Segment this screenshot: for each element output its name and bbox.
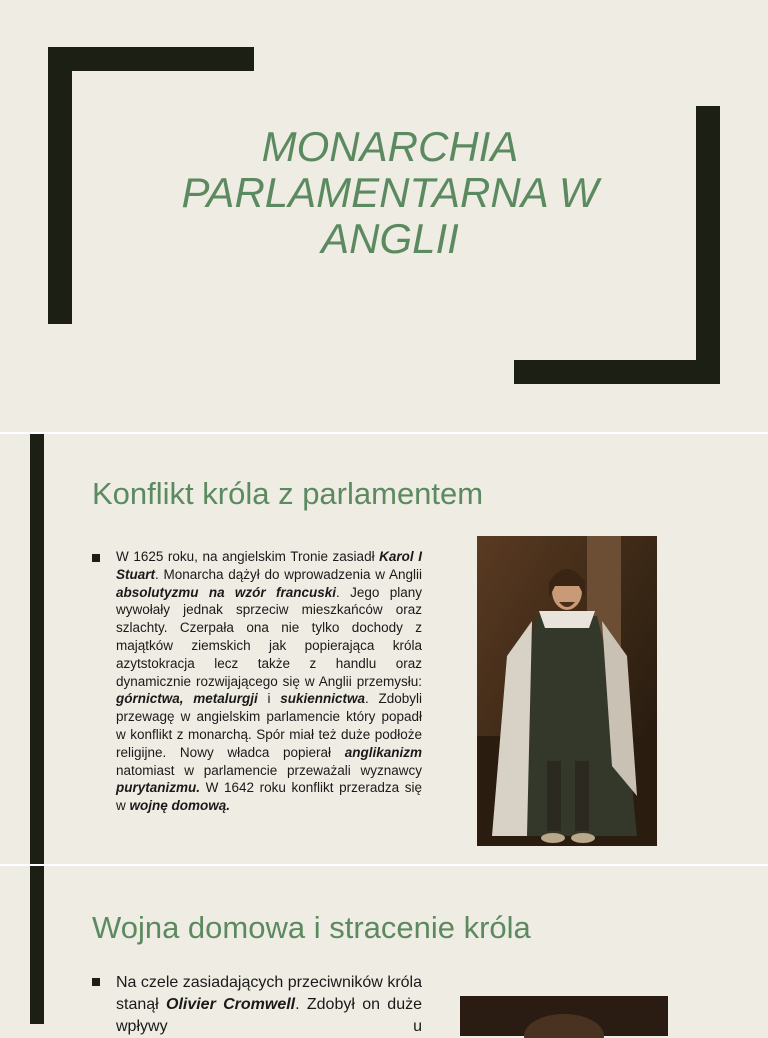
text-run: . Zdobyli przewagę w angielskim parlamencie który popadł w konflikt z monarchą. Spór miał też duże podłoże religijne. Nowy władca popierał: [116, 691, 422, 760]
text-run: . Zdobył on duże wpływy u: [116, 996, 422, 1035]
slide-conflict: [0, 434, 768, 864]
portrait-cromwell-image: [460, 996, 668, 1036]
square-bullet-icon: [92, 978, 100, 986]
title-slide: [0, 0, 768, 432]
slide-heading: Konflikt króla z parlamentem: [92, 476, 484, 511]
frame-bottom-right-vertical: [696, 106, 720, 384]
bullet-paragraph: [116, 548, 422, 815]
frame-top-left-horizontal: [48, 47, 254, 71]
emphasized-term: purytanizmu.: [116, 780, 201, 796]
text-run: . Monarcha dążył do wprowadzenia w Anglii: [155, 566, 422, 582]
text-run: i: [257, 691, 281, 707]
bullet-paragraph: [116, 972, 422, 1038]
bullet-list: [92, 548, 432, 815]
frame-bottom-right-horizontal: [514, 360, 720, 384]
emphasized-term: Olivier Cromwell: [166, 996, 296, 1013]
text-run: Na czele zasiadających przeciwników króla stanął: [116, 974, 422, 1013]
emphasized-term: wojnę domową.: [129, 798, 231, 814]
text-run: natomiast w parlamencie przeważali wyznawcy: [116, 762, 422, 778]
portrait-charles-i-image: [477, 536, 657, 846]
slide-civil-war: [0, 866, 768, 1035]
text-run: W 1625 roku, na angielskim Tronie zasiadł: [116, 549, 380, 564]
presentation-title: MONARCHIA PARLAMENTARNA W ANGLII: [181, 123, 599, 262]
slide-accent-bar: [30, 434, 44, 864]
frame-top-left-vertical: [48, 47, 72, 324]
emphasized-term: Karol I Stuart: [116, 549, 422, 582]
emphasized-term: sukiennictwa: [280, 691, 365, 707]
emphasized-term: anglikanizm: [344, 744, 422, 760]
square-bullet-icon: [92, 554, 100, 562]
emphasized-term: górnictwa, metalurgji: [116, 691, 258, 707]
slide-accent-bar: [30, 866, 44, 1024]
bullet-list: [92, 972, 432, 1038]
text-run: . Jego plany wywołały jednak sprzeciw mieszkańców oraz szlachty. Czerpała ona nie tylko dochody z majątków ziemskich jak popierająca króla azytstokracja lecz także z handlu oraz dynamicznie rozwijającego się w Anglii przemysłu:: [116, 584, 422, 689]
text-run: W 1642 roku konflikt przeradza się w: [116, 780, 422, 814]
emphasized-term: absolutyzmu na wzór francuski: [116, 584, 337, 600]
slide-heading: Wojna domowa i stracenie króla: [92, 910, 531, 945]
